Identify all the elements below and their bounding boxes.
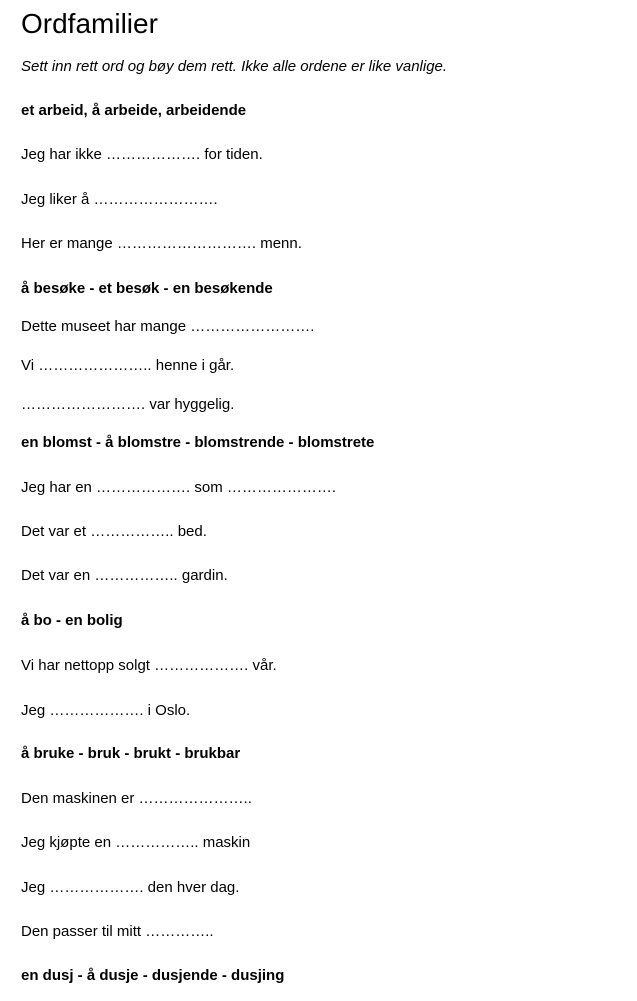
exercise-sentence: Den maskinen er ………………….. [21, 790, 252, 807]
worksheet-page [21, 0, 621, 1001]
exercise-sentence: Vi ………………….. henne i går. [21, 357, 235, 374]
section-heading: et arbeid, å arbeide, arbeidende [21, 102, 247, 119]
exercise-sentence: Jeg kjøpte en …………….. maskin [21, 834, 251, 851]
exercise-sentence: Det var en …………….. gardin. [21, 567, 228, 584]
page-title: Ordfamilier [21, 8, 158, 39]
exercise-sentence: Den passer til mitt ………….. [21, 923, 214, 940]
exercise-sentence: Jeg ………………. den hver dag. [21, 879, 240, 896]
exercise-sentence: Jeg har en ………………. som …………………. [21, 479, 337, 496]
exercise-sentence: Det var et …………….. bed. [21, 523, 207, 540]
exercise-sentence: Dette museet har mange ……………………. [21, 318, 315, 335]
exercise-sentence: ……………………. var hyggelig. [21, 396, 235, 413]
exercise-sentence: Jeg liker å ……………………. [21, 191, 218, 208]
exercise-sentence: Jeg har ikke ………………. for tiden. [21, 146, 263, 163]
section-heading: å besøke - et besøk - en besøkende [21, 280, 273, 297]
instructions: Sett inn rett ord og bøy dem rett. Ikke alle ordene er like vanlige. [21, 58, 448, 75]
exercise-sentence: Jeg ………………. i Oslo. [21, 702, 191, 719]
section-heading: å bruke - bruk - brukt - brukbar [21, 745, 241, 762]
section-heading: å bo - en bolig [21, 612, 123, 629]
section-heading: en dusj - å dusje - dusjende - dusjing [21, 967, 285, 984]
exercise-sentence: Her er mange ………………………. menn. [21, 235, 302, 252]
exercise-sentence: Vi har nettopp solgt ………………. vår. [21, 657, 277, 674]
section-heading: en blomst - å blomstre - blomstrende - blomstrete [21, 434, 375, 451]
